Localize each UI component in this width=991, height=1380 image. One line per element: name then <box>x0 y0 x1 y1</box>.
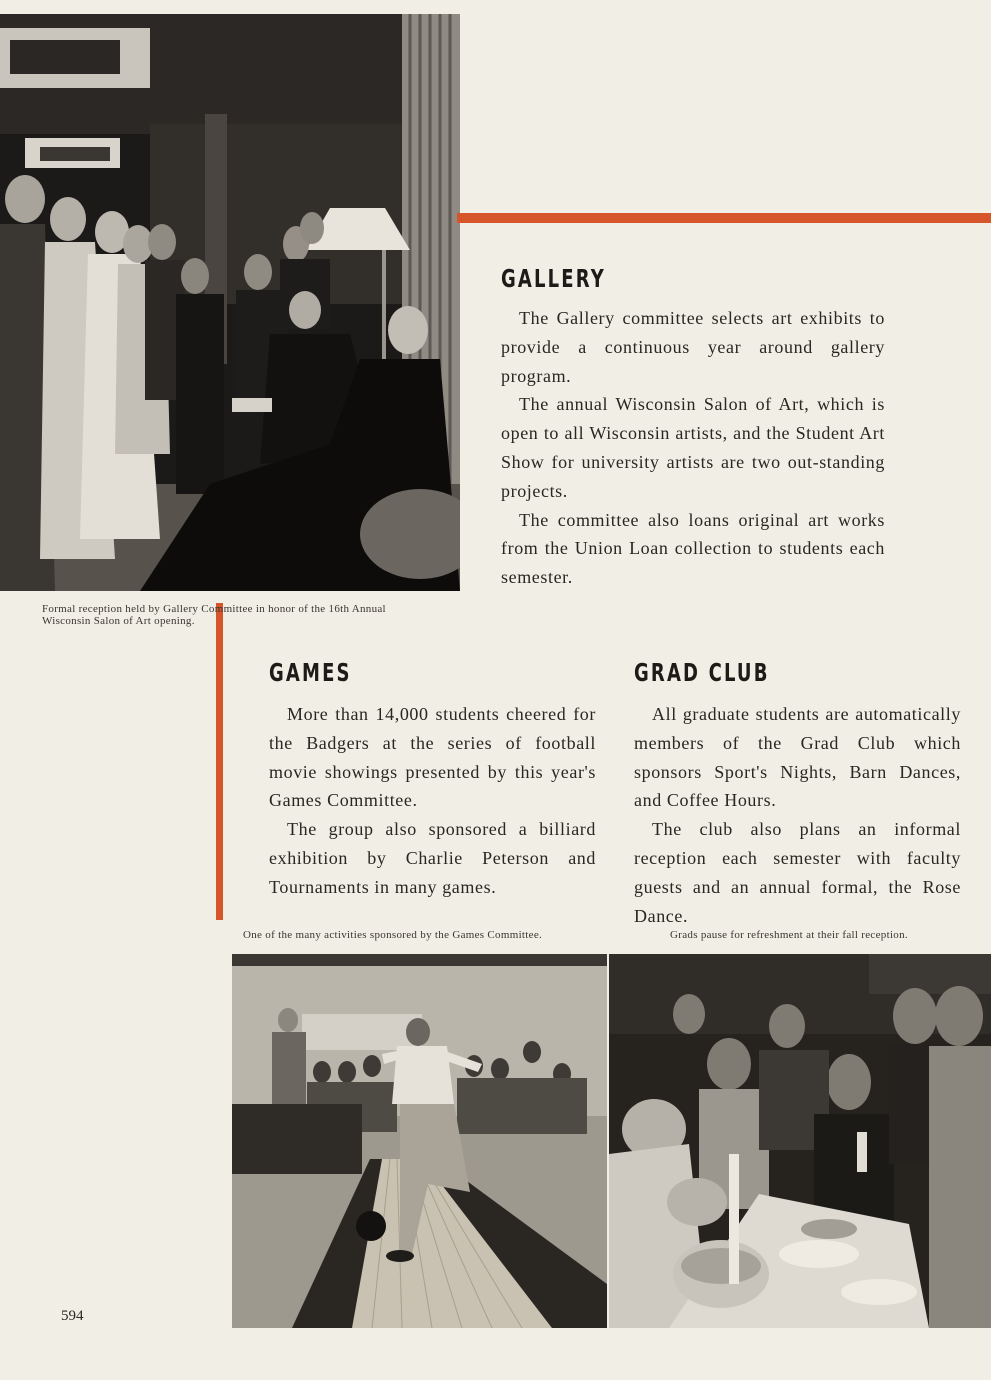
accent-rule-horizontal <box>457 213 991 223</box>
games-paragraph: The group also sponsored a billiard exhibition by Charlie Peterson and Tournaments in many games. <box>269 819 596 897</box>
gallery-photo-caption: Formal reception held by Gallery Committee in honor of the 16th Annual Wisconsin Salon of Art opening. <box>42 603 386 627</box>
grad-club-paragraph: All graduate students are automatically members of the Grad Club which sponsors Sport's Nights, Barn Dances, and Coffee Hours. <box>634 704 961 811</box>
accent-rule-vertical <box>216 603 223 920</box>
grad-club-heading: GRAD CLUB <box>634 658 770 687</box>
gallery-reception-photo <box>0 14 460 591</box>
gallery-body <box>501 304 885 592</box>
gallery-paragraph: The annual Wisconsin Salon of Art, which is open to all Wisconsin artists, and the Student Art Show for university artists are two out-standing projects. <box>501 394 885 501</box>
grad-club-photo-caption: Grads pause for refreshment at their fall reception. <box>670 929 908 941</box>
gallery-paragraph: The committee also loans original art works from the Union Loan collection to students each semester. <box>501 509 885 588</box>
gallery-heading: GALLERY <box>501 264 606 293</box>
bowling-photo <box>232 954 607 1328</box>
grad-reception-photo <box>609 954 991 1328</box>
gallery-paragraph: The Gallery committee selects art exhibits to provide a continuous year around gallery program. <box>501 308 885 386</box>
grad-club-body <box>634 700 961 930</box>
page-number: 594 <box>61 1308 84 1324</box>
games-paragraph: More than 14,000 students cheered for the Badgers at the series of football movie showings presented by this year's Games Committee. <box>269 704 596 811</box>
grad-club-paragraph: The club also plans an informal reception each semester with faculty guests and an annual formal, the Rose Dance. <box>634 819 961 926</box>
games-photo-caption: One of the many activities sponsored by the Games Committee. <box>243 929 543 941</box>
games-heading: GAMES <box>269 658 352 687</box>
games-body <box>269 700 596 902</box>
